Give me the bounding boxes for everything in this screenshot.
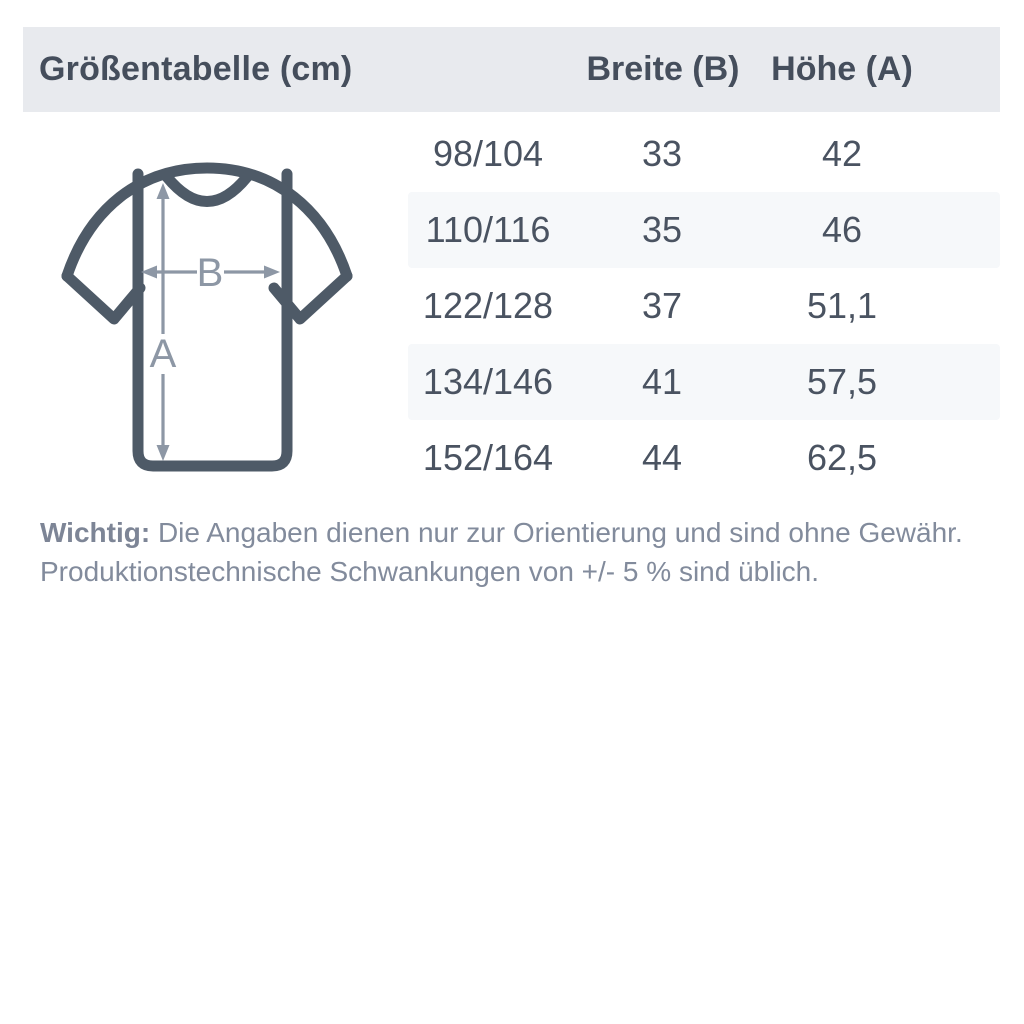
disclaimer-line2: Produktionstechnische Schwankungen von +/- 5 % sind üblich. [40, 556, 820, 587]
page-title: Größentabelle (cm) [39, 50, 353, 88]
tshirt-icon [57, 158, 357, 488]
disclaimer-label: Wichtig: [40, 517, 151, 548]
tshirt-measurement-diagram [57, 158, 357, 488]
size-value: 110/116 [425, 209, 551, 250]
height-value: 51,1 [806, 285, 878, 326]
height-value: 57,5 [806, 361, 878, 402]
height-label-a: A [149, 332, 177, 376]
table-row [408, 420, 1000, 496]
height-value: 46 [821, 209, 863, 250]
column-header-width: Breite (B) [586, 50, 740, 88]
height-value: 62,5 [806, 437, 878, 478]
column-header-height: Höhe (A) [771, 50, 913, 88]
width-label-b: B [196, 251, 224, 295]
tshirt-left-sleeve [67, 276, 140, 319]
table-row [408, 192, 1000, 268]
disclaimer-note [40, 513, 990, 591]
table-row [408, 116, 1000, 192]
width-value: 35 [641, 209, 683, 250]
tshirt-body [138, 174, 287, 466]
size-value: 98/104 [432, 133, 544, 174]
size-value: 122/128 [422, 285, 554, 326]
table-row [408, 268, 1000, 344]
width-value: 41 [641, 361, 683, 402]
width-value: 37 [641, 285, 683, 326]
table-header-band [23, 27, 1000, 112]
size-table [408, 116, 1000, 496]
size-value: 134/146 [422, 361, 554, 402]
disclaimer-line1: Die Angaben dienen nur zur Orientierung und sind ohne Gewähr. [150, 517, 963, 548]
width-value: 44 [641, 437, 683, 478]
table-row [408, 344, 1000, 420]
width-value: 33 [641, 133, 683, 174]
size-value: 152/164 [422, 437, 554, 478]
height-value: 42 [821, 133, 863, 174]
